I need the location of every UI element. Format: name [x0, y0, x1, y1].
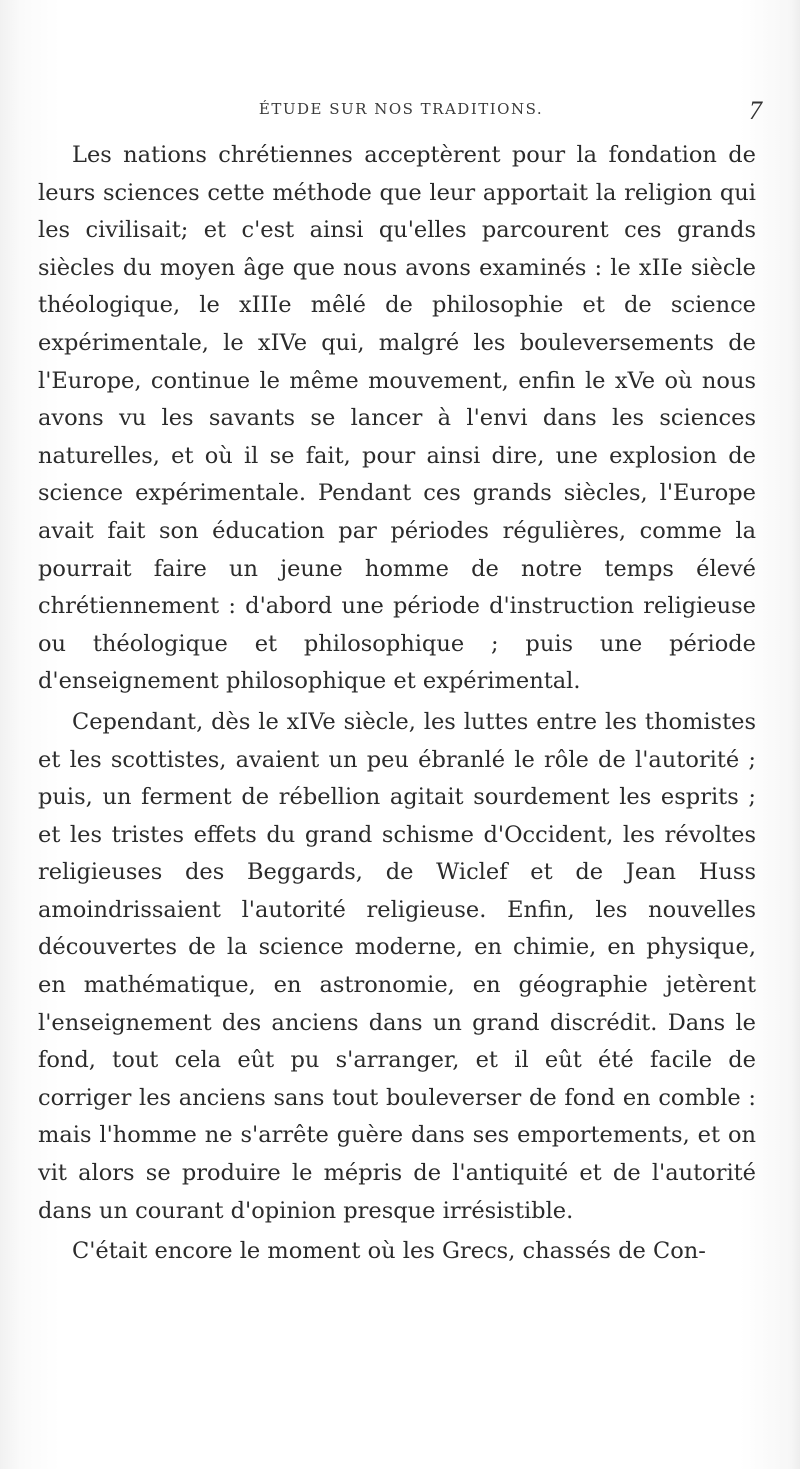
page-header	[40, 96, 762, 130]
paragraph-1: Les nations chrétiennes acceptèrent pour la fondation de leurs sciences cette méthode que leur apportait la religion qui les civilisait; et c'est ainsi qu'elles parcourent ces grands siècles du moyen âge que nous avons examinés : le xIIe siècle théologique, le xIIIe mêlé de philosophie et de science expérimentale, le xIVe qui, malgré les bouleversements de l'Europe, continue le même mouvement, enfin le xVe où nous avons vu les savants se lancer à l'envi dans les sciences naturelles, et où il se fait, pour ainsi dire, une explosion de science expérimentale. Pendant ces grands siècles, l'Europe avait fait son éducation par périodes régulières, comme la pourrait faire un jeune homme de notre temps élevé chrétiennement : d'abord une période d'instruction religieuse ou théologique et philosophique ; puis une période d'enseignement philosophique et expérimental.	[38, 142, 756, 695]
body-text	[38, 137, 756, 1271]
paragraph-3: C'était encore le moment où les Grecs, chassés de Con-	[72, 1238, 706, 1265]
page-number: 7	[749, 96, 762, 125]
running-title: ÉTUDE SUR NOS TRADITIONS.	[258, 100, 544, 118]
paragraph-2: Cependant, dès le xIVe siècle, les luttes entre les thomistes et les scottistes, avaient un peu ébranlé le rôle de l'autorité ; puis, un ferment de rébellion agitait sourdement les esprits ; et les tristes effets du grand schisme d'Occident, les révoltes religieuses des Beggards, de Wiclef et de Jean Huss amoindrissaient l'autorité religieuse. Enfin, les nouvelles découvertes de la science moderne, en chimie, en physique, en mathématique, en astronomie, en géographie jetèrent l'enseignement des anciens dans un grand discrédit. Dans le fond, tout cela eût pu s'arranger, et il eût été facile de corriger les anciens sans tout bouleverser de fond en comble : mais l'homme ne s'arrête guère dans ses emportements, et on vit alors se produire le mépris de l'antiquité et de l'autorité dans un courant d'opinion presque irrésistible.	[38, 708, 756, 1224]
